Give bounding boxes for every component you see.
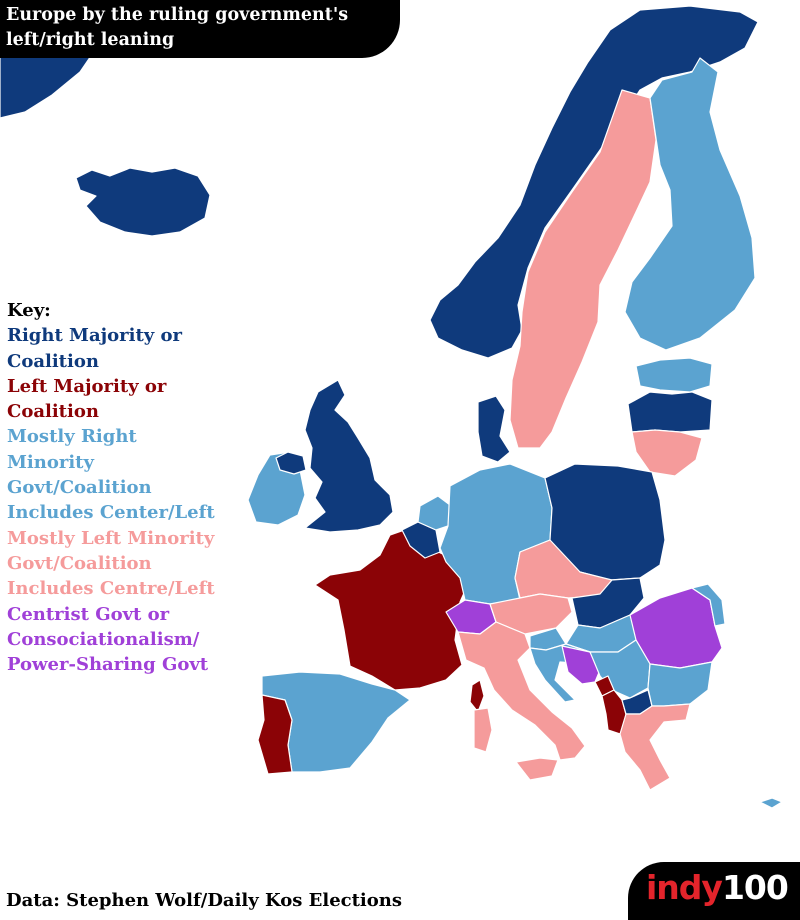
legend-item-right-minority: [7, 424, 257, 525]
legend-label-line: Centrist Govt or: [7, 603, 170, 625]
legend-label-line: Govt/Coalition: [7, 552, 152, 574]
legend-heading: Key:: [7, 300, 51, 321]
region-northern-ireland: [276, 452, 306, 474]
title-line-1: Europe by the ruling government's: [6, 5, 349, 25]
legend-item-right-majority: [7, 323, 257, 374]
legend-label-line: Consociationalism/: [7, 628, 200, 650]
region-corsica: [470, 680, 484, 712]
data-source: Data: Stephen Wolf/Daily Kos Elections: [6, 890, 402, 911]
legend-label-line: Left Majority or: [7, 375, 167, 397]
legend-label-line: Includes Center/Left: [7, 502, 215, 524]
region-sardinia: [474, 708, 492, 752]
legend-label-line: Minority: [7, 451, 94, 473]
legend-item-centrist: [7, 602, 257, 678]
map-title: [0, 0, 400, 58]
legend-item-left-majority: [7, 374, 257, 425]
logo-text-indy: indy: [646, 868, 722, 907]
region-latvia: [628, 392, 712, 432]
legend-label-line: Mostly Right: [7, 426, 137, 448]
legend-item-left-minority: [7, 526, 257, 602]
logo-text-100: 100: [721, 868, 788, 907]
region-lithuania: [632, 430, 702, 476]
legend-label-line: Power-Sharing Govt: [7, 654, 209, 676]
title-line-2: left/right leaning: [6, 30, 175, 50]
legend-label-line: Mostly Left Minority: [7, 527, 215, 549]
region-estonia: [636, 358, 712, 392]
legend-label-line: Govt/Coalition: [7, 477, 152, 499]
legend-label-line: Right Majority or: [7, 325, 183, 347]
region-denmark: [478, 396, 510, 462]
indy100-logo: [628, 862, 800, 920]
region-cyprus: [760, 798, 782, 808]
legend-label-line: Coalition: [7, 401, 99, 423]
region-united-kingdom: [305, 380, 393, 532]
region-greece: [620, 704, 690, 790]
map-legend: [7, 298, 257, 677]
region-portugal: [258, 695, 292, 774]
region-bulgaria: [648, 662, 712, 706]
region-sicily: [516, 758, 558, 780]
legend-label-line: Coalition: [7, 350, 99, 372]
legend-label-line: Includes Centre/Left: [7, 578, 215, 600]
region-iceland: [76, 168, 210, 236]
